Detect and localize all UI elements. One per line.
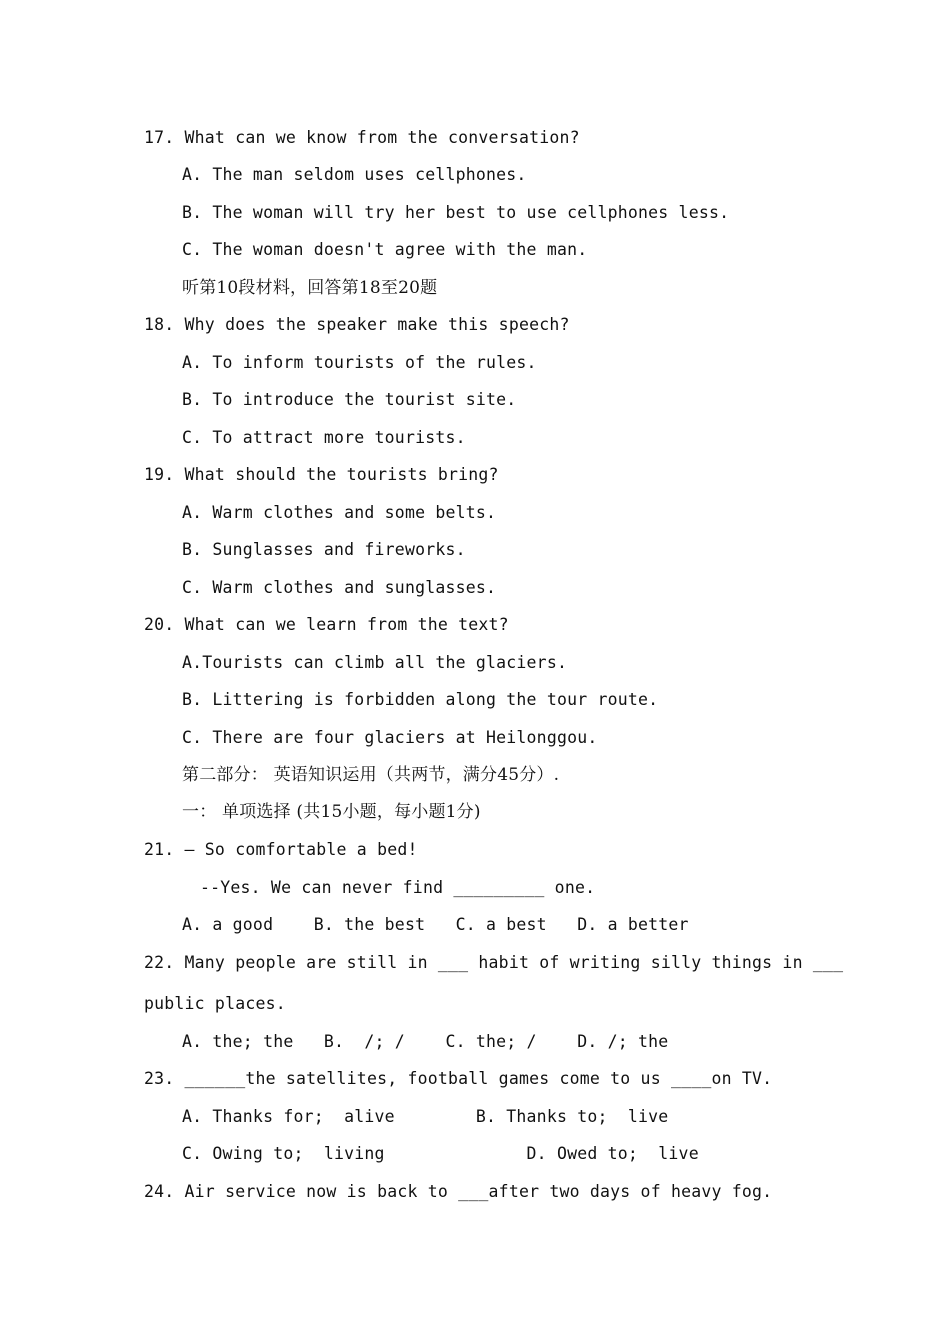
question-19-option-c: C. Warm clothes and sunglasses. bbox=[182, 578, 497, 597]
question-18-option-c: C. To attract more tourists. bbox=[182, 428, 466, 447]
question-17-option-a: A. The man seldom uses cellphones. bbox=[182, 165, 527, 184]
question-23: 23. ______the satellites, football games come to us ____on TV. bbox=[144, 1069, 773, 1088]
listening-instruction: 听第10段材料，回答第18至20题 bbox=[182, 278, 438, 298]
question-22-options: A. the; the B. /; / C. the; / D. /; the bbox=[182, 1032, 669, 1051]
question-22: 22. Many people are still in ___ habit of writing silly things in ___ bbox=[144, 953, 844, 972]
question-20-option-c: C. There are four glaciers at Heilonggou. bbox=[182, 728, 598, 747]
question-21-reply: --Yes. We can never find _________ one. bbox=[200, 878, 596, 897]
question-20-option-b: B. Littering is forbidden along the tour route. bbox=[182, 690, 659, 709]
question-17: 17. What can we know from the conversation? bbox=[144, 128, 580, 147]
question-17-option-b: B. The woman will try her best to use cellphones less. bbox=[182, 203, 730, 222]
question-23-options-ab: A. Thanks for; alive B. Thanks to; live bbox=[182, 1107, 669, 1126]
question-24: 24. Air service now is back to ___after two days of heavy fog. bbox=[144, 1182, 773, 1201]
part-two-heading: 第二部分： 英语知识运用（共两节，满分45分）. bbox=[182, 765, 560, 785]
question-18-option-b: B. To introduce the tourist site. bbox=[182, 390, 517, 409]
question-21-options: A. a good B. the best C. a best D. a better bbox=[182, 915, 689, 934]
question-20: 20. What can we learn from the text? bbox=[144, 615, 509, 634]
question-22-continued: public places. bbox=[144, 994, 286, 1013]
question-17-option-c: C. The woman doesn't agree with the man. bbox=[182, 240, 588, 259]
question-19: 19. What should the tourists bring? bbox=[144, 465, 499, 484]
question-23-options-cd: C. Owing to; living D. Owed to; live bbox=[182, 1144, 699, 1163]
question-18-option-a: A. To inform tourists of the rules. bbox=[182, 353, 537, 372]
section-one-heading: 一： 单项选择 (共15小题，每小题1分) bbox=[182, 802, 481, 822]
question-21: 21. – So comfortable a bed! bbox=[144, 840, 418, 859]
question-18: 18. Why does the speaker make this speech? bbox=[144, 315, 570, 334]
question-19-option-a: A. Warm clothes and some belts. bbox=[182, 503, 497, 522]
question-20-option-a: A.Tourists can climb all the glaciers. bbox=[182, 653, 568, 672]
question-19-option-b: B. Sunglasses and fireworks. bbox=[182, 540, 466, 559]
